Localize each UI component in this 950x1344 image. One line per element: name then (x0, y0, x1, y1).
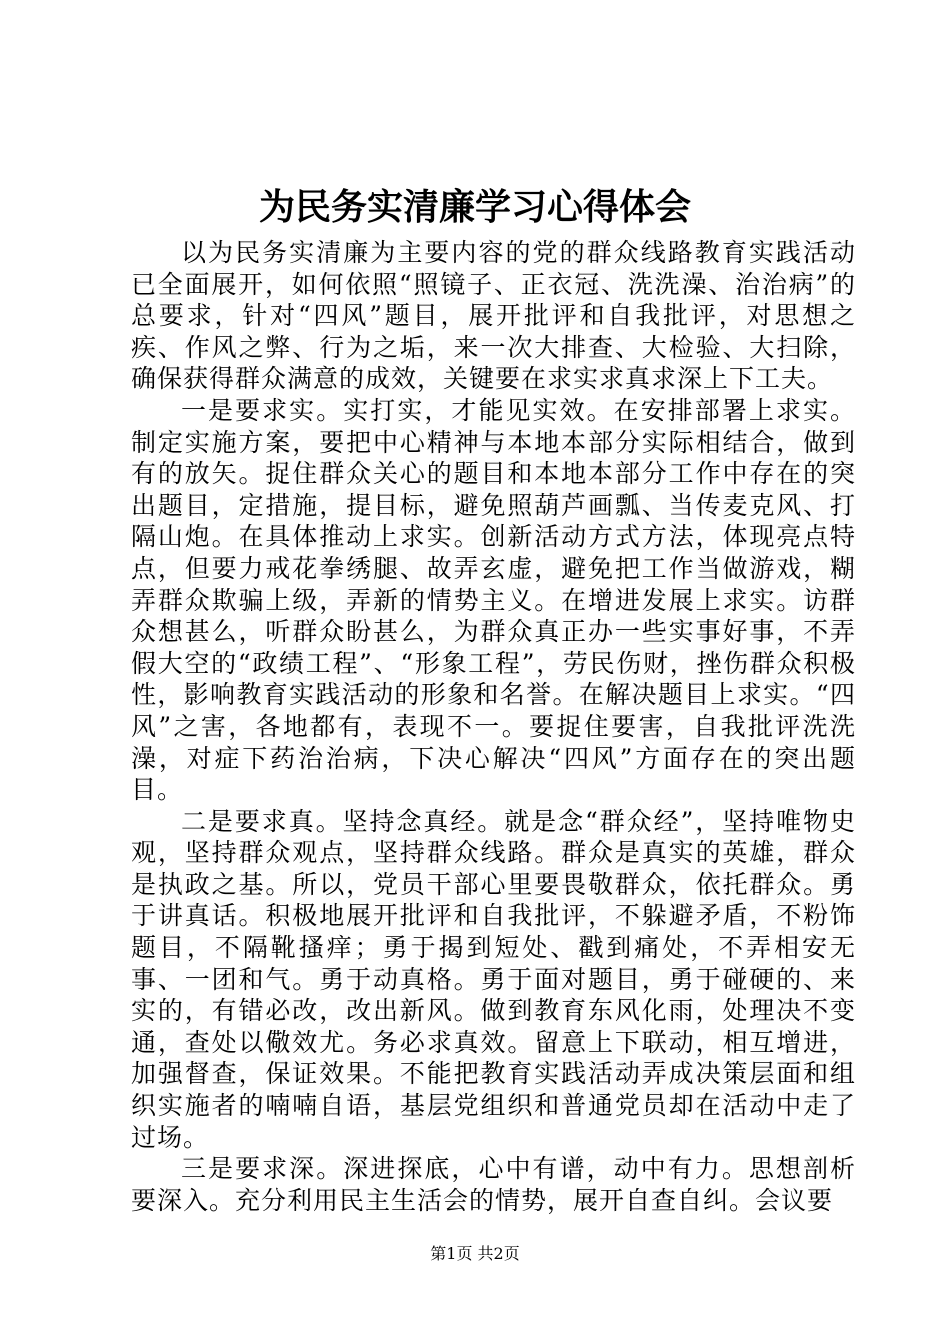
paragraph-seek-depth: 三是要求深。深进探底，心中有谱，动中有力。思想剖析要深入。充分利用民主生活会的情势，展开自查自纠。会议要 (131, 1154, 856, 1215)
paragraph-intro: 以为民务实清廉为主要内容的党的群众线路教育实践活动已全面展开，如何依照“照镜子、正衣冠、洗洗澡、治治病”的总要求，针对“四风”题目，展开批评和自我批评，对思想之疾、作风之弊、行为之垢，来一次大排查、大检验、大扫除，确保获得群众满意的成效，关键要在求实求真求深上下工夫。 (131, 238, 856, 394)
paragraph-seek-practical: 一是要求实。实打实，才能见实效。在安排部署上求实。制定实施方案，要把中心精神与本地本部分实际相结合，做到有的放矢。捉住群众关心的题目和本地本部分工作中存在的突出题目，定措施，提目标，避免照葫芦画瓢、当传麦克风、打隔山炮。在具体推动上求实。创新活动方式方法，体现亮点特点，但要力戒花拳绣腿、故弄玄虚，避免把工作当做游戏，糊弄群众欺骗上级，弄新的情势主义。在增进发展上求实。访群众想甚么，听群众盼甚么，为群众真正办一些实事好事，不弄假大空的“政绩工程”、“形象工程”，劳民伤财，挫伤群众积极性，影响教育实践活动的形象和名誉。在解决题目上求实。“四风”之害，各地都有，表现不一。要捉住要害，自我批评洗洗澡，对症下药治治病，下决心解决“四风”方面存在的突出题目。 (131, 395, 856, 805)
paragraph-seek-truth: 二是要求真。坚持念真经。就是念“群众经”，坚持唯物史观，坚持群众观点，坚持群众线路。群众是真实的英雄，群众是执政之基。所以，党员干部心里要畏敬群众，依托群众。勇于讲真话。积极地展开批评和自我批评，不躲避矛盾，不粉饰题目，不隔靴搔痒；勇于揭到短处、戳到痛处，不弄相安无事、一团和气。勇于动真格。勇于面对题目，勇于碰硬的、来实的，有错必改，改出新风。做到教育东风化雨，处理决不变通，查处以儆效尤。务必求真效。留意上下联动，相互增进，加强督查，保证效果。不能把教育实践活动弄成决策层面和组织实施者的喃喃自语，基层党组织和普通党员却在活动中走了过场。 (131, 806, 856, 1152)
document-body (131, 237, 856, 1216)
document-title: 为民务实清廉学习心得体会 (258, 186, 691, 228)
page-footer: 第1页 共2页 (430, 1244, 520, 1263)
